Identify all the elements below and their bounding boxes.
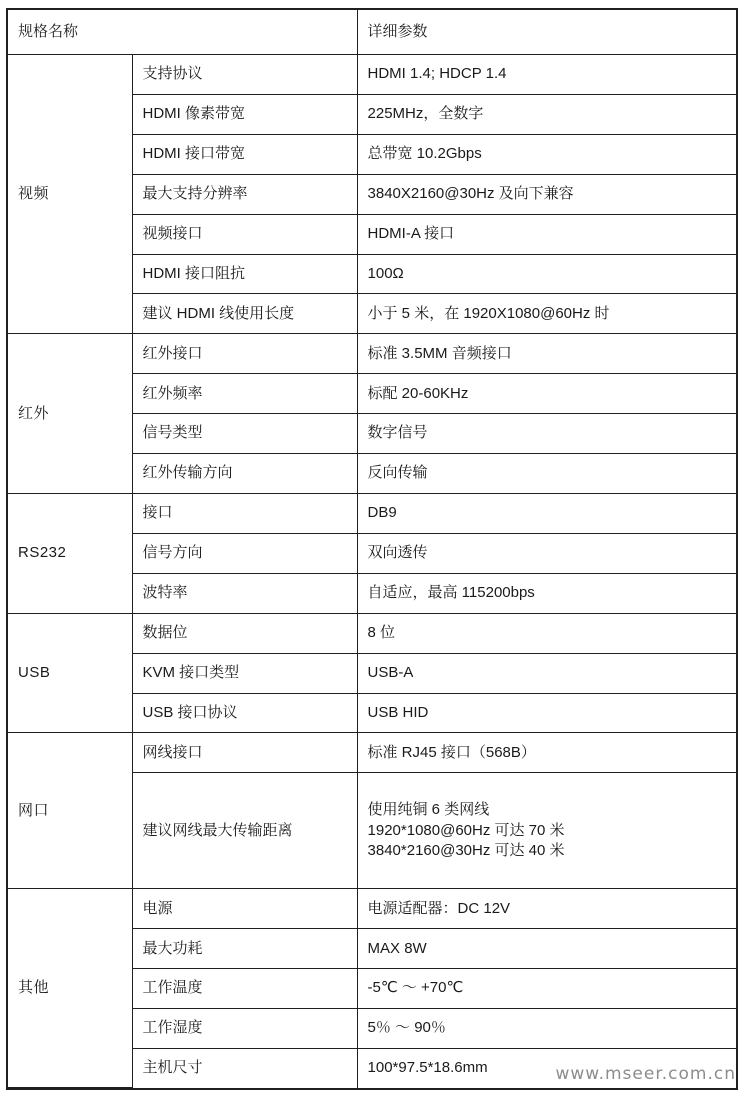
- param-value: 标准 3.5MM 音频接口: [357, 334, 736, 374]
- param-name: 接口: [132, 493, 357, 533]
- param-value: USB-A: [357, 653, 736, 693]
- param-name: 红外频率: [132, 374, 357, 414]
- param-name: 工作温度: [132, 969, 357, 1009]
- column-header-spec-detail: 详细参数: [357, 10, 736, 55]
- table-row: [8, 889, 736, 929]
- param-value: 小于 5 米，在 1920X1080@60Hz 时: [357, 294, 736, 334]
- param-name: 视频接口: [132, 214, 357, 254]
- param-value: 反向传输: [357, 454, 736, 494]
- param-name: 信号类型: [132, 414, 357, 454]
- param-value: 5％ ～ 90％: [357, 1009, 736, 1049]
- param-name: HDMI 接口阻抗: [132, 254, 357, 294]
- param-name: 工作湿度: [132, 1009, 357, 1049]
- param-name: 支持协议: [132, 55, 357, 95]
- param-name: KVM 接口类型: [132, 653, 357, 693]
- column-header-spec-name: 规格名称: [8, 10, 357, 55]
- param-name: 信号方向: [132, 533, 357, 573]
- param-name: 最大支持分辨率: [132, 174, 357, 214]
- param-name: 数据位: [132, 613, 357, 653]
- param-value: 数字信号: [357, 414, 736, 454]
- param-name: 建议 HDMI 线使用长度: [132, 294, 357, 334]
- table-row: [8, 493, 736, 533]
- site-watermark: www.mseer.com.cn: [555, 1064, 736, 1084]
- param-value: DB9: [357, 493, 736, 533]
- param-value: 100*97.5*18.6mm: [357, 1048, 736, 1087]
- param-value: 225MHz，全数字: [357, 94, 736, 134]
- group-label-infrared: 红外: [8, 334, 132, 494]
- param-name: 电源: [132, 889, 357, 929]
- param-value-line: 使用纯铜 6 类网线: [367, 801, 490, 819]
- table-row: [8, 733, 736, 773]
- param-value: 双向透传: [357, 533, 736, 573]
- param-name: 网线接口: [132, 733, 357, 773]
- param-value: -5℃ ～ +70℃: [357, 969, 736, 1009]
- param-name: 红外接口: [132, 334, 357, 374]
- param-value: USB HID: [357, 693, 736, 733]
- group-label-rs232: RS232: [8, 493, 132, 613]
- param-name: 最大功耗: [132, 929, 357, 969]
- param-value: MAX 8W: [357, 929, 736, 969]
- param-value: 标准 RJ45 接口（568B）: [357, 733, 736, 773]
- param-name: 波特率: [132, 573, 357, 613]
- param-value: 100Ω: [357, 254, 736, 294]
- param-name: 建议网线最大传输距离: [132, 773, 357, 889]
- table-row: [8, 334, 736, 374]
- param-name: 主机尺寸: [132, 1048, 357, 1087]
- param-name: HDMI 接口带宽: [132, 134, 357, 174]
- param-name: USB 接口协议: [132, 693, 357, 733]
- table-row: [8, 55, 736, 95]
- param-value: 标配 20-60KHz: [357, 374, 736, 414]
- specification-table: [8, 10, 736, 1088]
- param-value: 8 位: [357, 613, 736, 653]
- group-label-network-port: 网口: [8, 733, 132, 889]
- spec-table-container: [6, 8, 738, 1090]
- group-label-video: 视频: [8, 55, 132, 334]
- group-label-other: 其他: [8, 889, 132, 1088]
- param-value: HDMI-A 接口: [357, 214, 736, 254]
- table-row: [8, 613, 736, 653]
- param-value: HDMI 1.4; HDCP 1.4: [357, 55, 736, 95]
- param-value: 自适应，最高 115200bps: [357, 573, 736, 613]
- param-value: 电源适配器：DC 12V: [357, 889, 736, 929]
- param-name: 红外传输方向: [132, 454, 357, 494]
- param-value: 3840X2160@30Hz 及向下兼容: [357, 174, 736, 214]
- param-value-line: 1920*1080@60Hz 可达 70 米: [367, 821, 565, 839]
- param-value: 总带宽 10.2Gbps: [357, 134, 736, 174]
- param-value-line: 3840*2160@30Hz 可达 40 米: [367, 841, 565, 859]
- group-label-usb: USB: [8, 613, 132, 733]
- table-header-row: [8, 10, 736, 55]
- param-name: HDMI 像素带宽: [132, 94, 357, 134]
- param-value: [357, 773, 736, 889]
